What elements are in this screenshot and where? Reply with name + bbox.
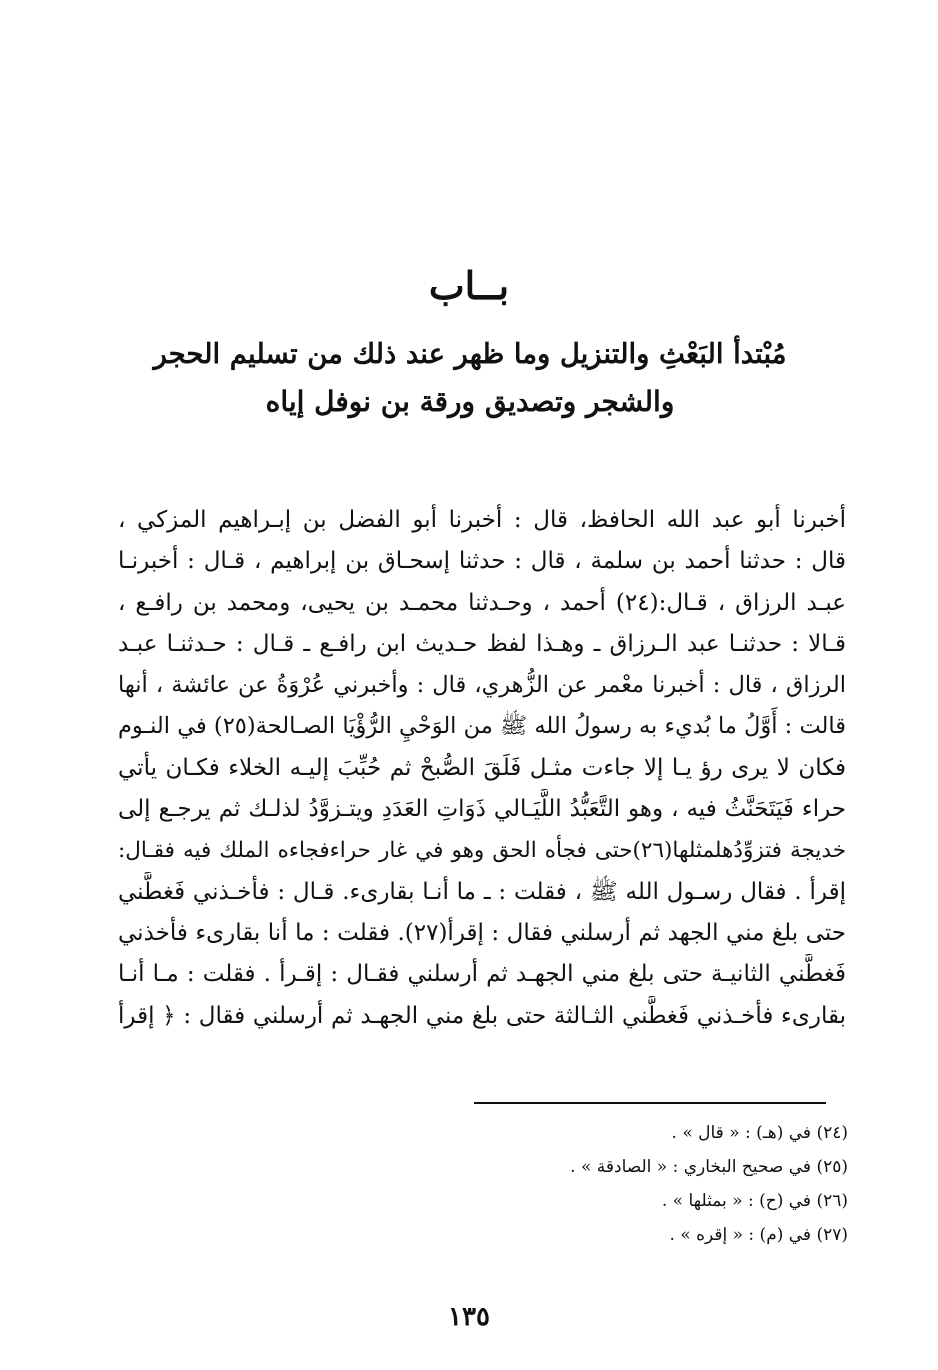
body-line: قال : حدثنا أحمد بن سلمة ، قال : حدثنا إسحـاق بن إبراهيم ، قـال : أخبرنـا: [118, 548, 846, 575]
body-line: قـالا : حدثنـا عبد الـرزاق ـ وهـذا لفظ حـديث ابن رافـع ـ قـال : حـدثنـا عبـد: [118, 630, 846, 657]
footnote: (٢٥) في صحيح البخاري : « الصادقة » .: [570, 1157, 848, 1177]
chapter-heading: بــاب: [428, 263, 510, 308]
page-number: ١٣٥: [448, 1302, 490, 1332]
footnote-divider: [474, 1102, 826, 1104]
body-line: عبـد الرزاق ، قـال:(٢٤) أحمد ، وحـدثنا محمـد بن يحيى، ومحمد بن رافـع ،: [118, 589, 846, 616]
body-line: حراء فَيَتَحَنَّثُ فيه ، وهو التَّعَبُّدُ اللَّيَـالي ذَوَاتِ العَدَدِ ويتـزوَّدُ لذلـك ثم يرجـع إلى: [118, 796, 846, 823]
body-line: الرزاق ، قال : أخبرنا معْمر عن الزُّهري، قال : وأخبرني عُرْوَةُ عن عائشة ، أنها: [118, 672, 846, 699]
chapter-title-line: مُبْتدأ البَعْثِ والتنزيل وما ظهر عند ذلك من تسليم الحجر: [153, 338, 787, 370]
body-line: إقرأ . فقال رسـول الله ﷺ ، فقلت : ـ ما أنـا بقارىء. قـال : فأخـذني فَغطَّني: [118, 878, 846, 905]
body-line: خديجة فتزوِّدُهلمثلها(٢٦)حتى فجأه الحق وهو في غار حراءفجاءه الملك فيه فقـال:: [118, 838, 846, 864]
body-line: حتى بلغ مني الجهد ثم أرسلني فقال : إقرأ(٢٧). فقلت : ما أنا بقارىء فأخذني: [118, 919, 846, 946]
body-line: بقارىء فأخـذني فَغطَّني الثـالثة حتى بلغ مني الجهـد ثم أرسلني فقال : ﴿ إقرأ: [118, 1002, 846, 1029]
footnotes: [380, 1116, 848, 1252]
footnote: (٢٦) في (ح) : « بمثلها » .: [661, 1191, 848, 1211]
chapter-title-line: والشجر وتصديق ورقة بن نوفل إياه: [265, 385, 675, 418]
footnote: (٢٤) في (هـ) : « قال » .: [671, 1123, 848, 1143]
body-text: [118, 500, 846, 1037]
body-line: فَغطَّني الثانيـة حتى بلغ مني الجهـد ثم أرسلني فقـال : إقـرأ . فقلت : مـا أنـا: [118, 961, 846, 988]
body-line: أخبرنا أبو عبد الله الحافظ، قال : أخبرنا أبو الفضل بن إبـراهيم المزكي ،: [118, 507, 846, 533]
chapter-title: [150, 330, 790, 426]
body-line: قالت : أَوَّلُ ما بُديء به رسولُ الله ﷺ من الوَحْيِ الرُّؤْيَا الصـالحة(٢٥) في النـوم: [118, 713, 846, 740]
footnote: (٢٧) في (م) : « إقره » .: [669, 1225, 848, 1245]
body-line: فكان لا يرى رؤ يـا إلا جاءت مثـل فَلَقَ الصُّبحْ ثم حُبِّبَ إليـه الخلاء فكـان يأتي: [118, 754, 846, 781]
